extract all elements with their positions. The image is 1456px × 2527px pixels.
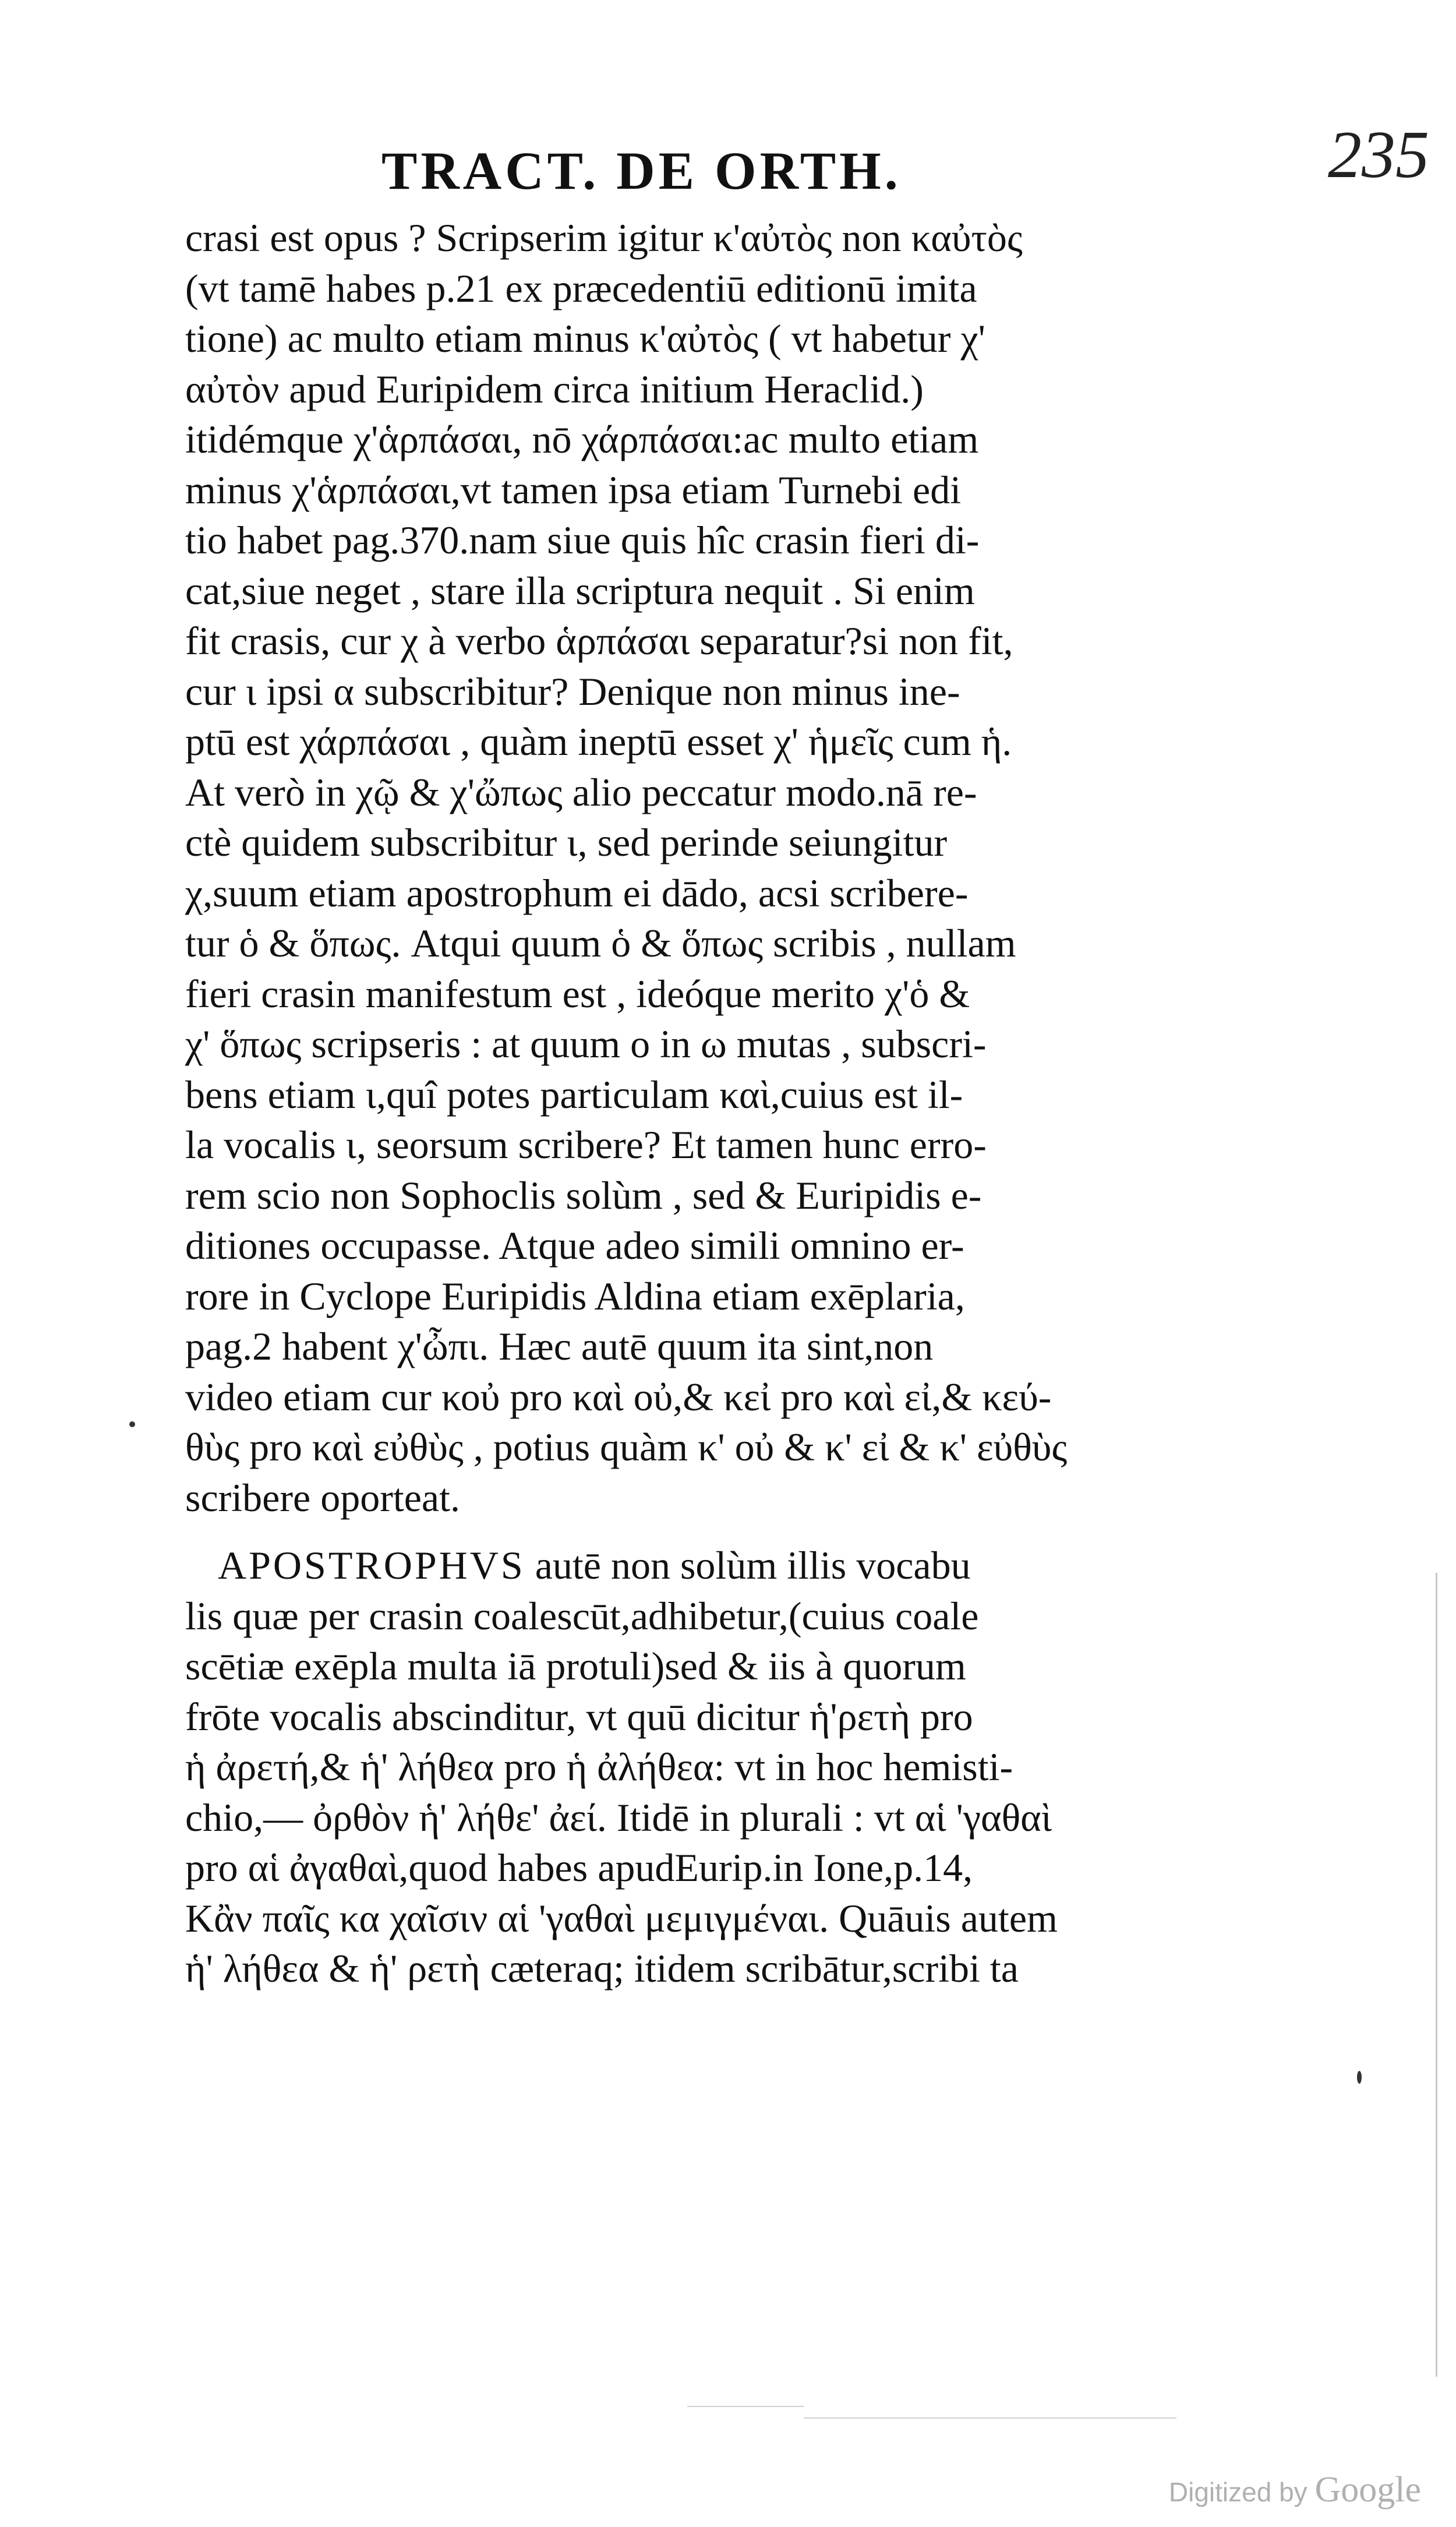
lead-word: APOSTROPHVS [218, 1543, 525, 1587]
text-line: ptū est χάρπάσαι , quàm ineptū esset χ' ἡμεῖς cum ἡ. [185, 719, 1012, 764]
text-line: bens etiam ι,quî potes particulam καὶ,cuius est il- [185, 1072, 963, 1117]
text-line: θὺς pro καὶ εὐθὺς , potius quàm κ' οὐ & κ' εἰ & κ' εὐθὺς [185, 1425, 1068, 1469]
text-line: ctè quidem subscribitur ι, sed perinde seiungitur [185, 820, 948, 864]
text-line: frōte vocalis abscinditur, vt quū dicitur ἡ'ρετὴ pro [185, 1694, 973, 1739]
text-line: rem scio non Sophoclis solùm , sed & Euripidis e- [185, 1173, 982, 1217]
digitized-by-label: Digitized by [1168, 2477, 1307, 2507]
google-wordmark: Google [1314, 2470, 1421, 2510]
text-line: scribere oporteat. [185, 1475, 460, 1520]
paragraph-1 [185, 213, 1129, 1523]
text-line: cur ι ipsi α subscribitur? Denique non minus ine- [185, 669, 960, 714]
lead-continuation: autē non solùm illis vocabu [525, 1543, 971, 1587]
text-line: tio habet pag.370.nam siue quis hîc crasin fieri di- [185, 518, 980, 562]
text-line: χ' ὅπως scripseris : at quum ο in ω mutas , subscri- [185, 1022, 987, 1066]
text-line: tur ὁ & ὅπως. Atqui quum ὁ & ὅπως scribis , nullam [185, 921, 1016, 965]
ink-speck [1357, 2071, 1362, 2084]
margin-rule [1436, 1573, 1437, 2377]
text-line: chio,— ὀρθὸν ἡ' λήθε' ἀεί. Itidē in plurali : vt αἱ 'γαθαὶ [185, 1795, 1052, 1840]
text-line: fieri crasin manifestum est , ideóque merito χ'ὁ & [185, 971, 970, 1016]
text-line: scētiæ exēpla multa iā protuli)sed & iis à quorum [185, 1644, 966, 1688]
digitized-credit [1169, 2469, 1421, 2511]
text-line: minus χ'ἁρπάσαι,vt tamen ipsa etiam Turnebi edi [185, 467, 962, 512]
paragraph-2 [185, 1540, 1129, 1994]
bottom-rule [687, 2406, 804, 2407]
text-line: (vt tamē habes p.21 ex præcedentiū editionū imita [185, 266, 977, 310]
text-line: itidémque χ'ἁρπάσαι, nō χάρπάσαι:ac multo etiam [185, 417, 979, 461]
running-head: TRACT. DE ORTH. [381, 141, 902, 200]
text-line: Κἂν παῖς κα χαῖσιν αἱ 'γαθαὶ μεμιγμέναι. Quāuis autem [185, 1896, 1058, 1940]
text-line [185, 1540, 1129, 1591]
paragraph-gap [185, 1523, 1129, 1540]
text-line: la vocalis ι, seorsum scribere? Et tamen hunc erro- [185, 1123, 987, 1167]
text-line: lis quæ per crasin coalescūt,adhibetur,(cuius coale [185, 1593, 979, 1638]
text-line: crasi est opus ? Scripserim igitur κ'αὐτὸς non καὐτὸς [185, 216, 1023, 260]
text-line: χ,suum etiam apostrophum ei dādo, acsi scribere- [185, 870, 969, 915]
text-line: pro αἱ ἀγαθαὶ,quod habes apudEurip.in Ione,p.14, [185, 1845, 973, 1890]
text-line: αὐτὸν apud Euripidem circa initium Heraclid.) [185, 366, 924, 411]
text-line: pag.2 habent χ'ὦπι. Hæc autē quum ita sint,non [185, 1324, 934, 1368]
text-line: ἡ ἀρετή,& ἡ' λήθεα pro ἡ ἀλήθεα: vt in hoc hemisti- [185, 1745, 1013, 1789]
text-line: fit crasis, cur χ à verbo ἁρπάσαι separatur?si non fit, [185, 619, 1013, 663]
folio-number: 235 [1328, 118, 1429, 192]
bottom-rule [804, 2417, 1176, 2419]
text-line: rore in Cyclope Euripidis Aldina etiam exēplaria, [185, 1273, 965, 1318]
text-line: ἡ' λήθεα & ἡ' ρετὴ cæteraq; itidem scribātur,scribi ta [185, 1946, 1019, 1990]
text-line: cat,siue neget , stare illa scriptura nequit . Si enim [185, 568, 975, 613]
text-line: At verò in χῷ & χ'ὤπως alio peccatur modo.nā re- [185, 770, 977, 814]
text-line: video etiam cur κοὐ pro καὶ οὐ,& κεἰ pro καὶ εἰ,& κεύ- [185, 1374, 1052, 1419]
text-block [185, 213, 1129, 1994]
text-line: tione) ac multo etiam minus κ'αὐτὸς ( vt habetur χ' [185, 316, 985, 361]
text-line: ditiones occupasse. Atque adeo simili omnino er- [185, 1223, 964, 1268]
ink-speck [129, 1421, 135, 1427]
